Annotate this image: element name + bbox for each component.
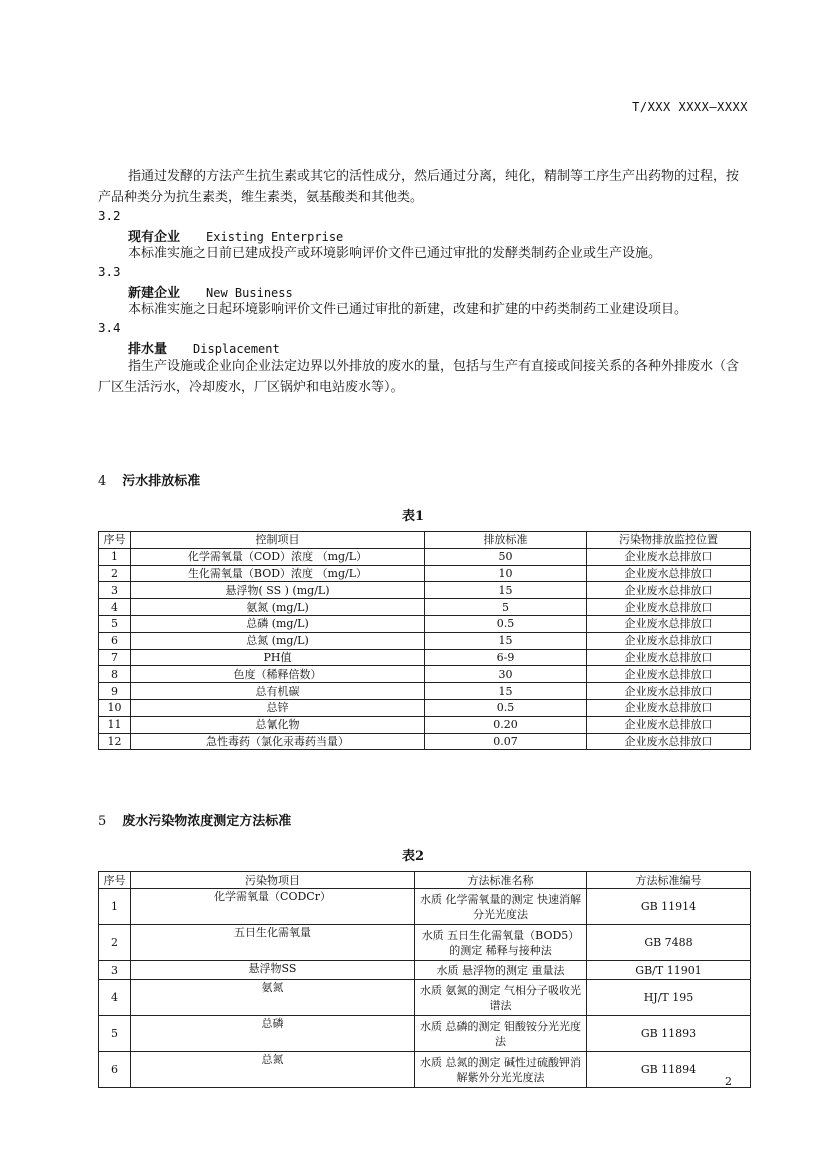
table-cell: GB/T 11901 (587, 961, 751, 980)
table-cell: 50 (425, 548, 587, 565)
section-title: 污水排放标准 (122, 474, 201, 489)
table-row (99, 716, 751, 733)
table-cell: 2 (99, 925, 131, 961)
clause-number: 3.4 (98, 320, 121, 335)
term-definition: 本标准实施之日起环境影响评价文件已通过审批的新建，改建和扩建的中药类制药工业建设项目。 (128, 302, 688, 317)
table-cell: GB 11914 (587, 889, 751, 925)
table-cell: 总磷 (131, 1016, 415, 1052)
table-cell: 0.5 (425, 615, 587, 632)
table-cell: 企业废水总排放口 (587, 548, 751, 565)
column-header: 污染物排放监控位置 (587, 532, 751, 549)
term-zh: 新建企业 (128, 286, 181, 301)
table-cell: 悬浮物SS (131, 961, 415, 980)
table-cell: 5 (99, 615, 131, 632)
table-cell: 30 (425, 666, 587, 683)
term-zh: 现有企业 (128, 230, 181, 245)
table-cell: 水质 五日生化需氧量（BOD5）的测定 稀释与接种法 (415, 925, 587, 961)
term-heading (128, 338, 280, 357)
table-cell: 五日生化需氧量 (131, 925, 415, 961)
document-code: T/XXX XXXX—XXXX (632, 100, 748, 114)
intro-text: 指通过发酵的方法产生抗生素或其它的活性成分，然后通过分离，纯化，精制等工序生产出药物的过程，按产品种类分为抗生素类，维生素类，氨基酸类和其他类。 (98, 169, 740, 205)
table-row (99, 980, 751, 1016)
table-cell: 5 (99, 1016, 131, 1052)
intro-paragraph (98, 166, 750, 208)
table-cell: 总有机碳 (131, 683, 425, 700)
table-cell: 水质 总磷的测定 钼酸铵分光光度法 (415, 1016, 587, 1052)
section-heading (98, 470, 200, 489)
column-header: 控制项目 (131, 532, 425, 549)
table-cell: 4 (99, 599, 131, 616)
table-row (99, 1016, 751, 1052)
clause-number: 3.2 (98, 208, 121, 223)
table-row (99, 889, 751, 925)
table-cell: 化学需氧量（CODCr） (131, 889, 415, 925)
table-cell: 水质 总氮的测定 碱性过硫酸钾消解紫外分光光度法 (415, 1052, 587, 1088)
term-en: Displacement (193, 342, 280, 356)
test-method-table (98, 871, 751, 1088)
table-cell: 总氮 (131, 1052, 415, 1088)
table-cell: 企业废水总排放口 (587, 615, 751, 632)
section-number: 4 (98, 474, 107, 489)
emission-standard-table (98, 531, 751, 750)
table-cell: 11 (99, 716, 131, 733)
table-cell: 12 (99, 733, 131, 750)
table-cell: 1 (99, 548, 131, 565)
table-row (99, 699, 751, 716)
table-cell: 生化需氧量（BOD）浓度 （mg/L） (131, 565, 425, 582)
table-row (99, 632, 751, 649)
table-cell: 6 (99, 632, 131, 649)
table-cell: 企业废水总排放口 (587, 683, 751, 700)
table-cell: 15 (425, 582, 587, 599)
table-cell: 9 (99, 683, 131, 700)
table-cell: 急性毒药（氯化汞毒药当量） (131, 733, 425, 750)
term-definition: 本标准实施之日前已建成投产或环境影响评价文件已通过审批的发酵类制药企业或生产设施。 (128, 246, 662, 261)
term-zh: 排水量 (128, 342, 168, 357)
table-row (99, 733, 751, 750)
table-cell: 企业废水总排放口 (587, 733, 751, 750)
table-cell: 7 (99, 649, 131, 666)
table-row (99, 599, 751, 616)
table-cell: 3 (99, 961, 131, 980)
table-cell: 水质 悬浮物的测定 重量法 (415, 961, 587, 980)
table-row (99, 683, 751, 700)
column-header: 方法标准编号 (587, 872, 751, 889)
column-header: 方法标准名称 (415, 872, 587, 889)
table-caption: 表2 (401, 849, 425, 864)
table-cell: 企业废水总排放口 (587, 666, 751, 683)
table-header-row (99, 532, 751, 549)
section-title: 废水污染物浓度测定方法标准 (122, 814, 292, 829)
term-en: Existing Enterprise (206, 230, 344, 244)
column-header: 排放标准 (425, 532, 587, 549)
table-cell: 化学需氧量（COD）浓度 （mg/L） (131, 548, 425, 565)
table-row (99, 1052, 751, 1088)
section-heading (98, 810, 291, 829)
column-header: 序号 (99, 872, 131, 889)
table-cell: 15 (425, 683, 587, 700)
table-cell: 水质 氨氮的测定 气相分子吸收光谱法 (415, 980, 587, 1016)
table-cell: 总氰化物 (131, 716, 425, 733)
table-cell: 企业废水总排放口 (587, 599, 751, 616)
table-cell: GB 11893 (587, 1016, 751, 1052)
table-cell: 氨氮 (mg/L) (131, 599, 425, 616)
page-number: 2 (725, 1075, 732, 1088)
table-row (99, 925, 751, 961)
term-definition: 指生产设施或企业向企业法定边界以外排放的废水的量，包括与生产有直接或间接关系的各种外排废水（含厂区生活污水，冷却废水，厂区锅炉和电站废水等）。 (98, 359, 740, 395)
table-cell: 4 (99, 980, 131, 1016)
table-cell: 总磷 (mg/L) (131, 615, 425, 632)
table-caption: 表1 (401, 509, 425, 524)
table-cell: PH值 (131, 649, 425, 666)
table-row (99, 961, 751, 980)
table-cell: 水质 化学需氧量的测定 快速消解分光光度法 (415, 889, 587, 925)
table-cell: 15 (425, 632, 587, 649)
table-cell: 企业废水总排放口 (587, 582, 751, 599)
column-header: 污染物项目 (131, 872, 415, 889)
table-cell: 企业废水总排放口 (587, 565, 751, 582)
table-cell: 10 (99, 699, 131, 716)
section-number: 5 (98, 814, 107, 829)
table-cell: 总氮 (mg/L) (131, 632, 425, 649)
table-cell: 氨氮 (131, 980, 415, 1016)
table-cell: 企业废水总排放口 (587, 699, 751, 716)
table-cell: 企业废水总排放口 (587, 649, 751, 666)
table-cell: 企业废水总排放口 (587, 632, 751, 649)
table-cell: 0.07 (425, 733, 587, 750)
table-cell: 悬浮物( SS ) (mg/L) (131, 582, 425, 599)
clause-number: 3.3 (98, 264, 121, 279)
table-row (99, 582, 751, 599)
table-header-row (99, 872, 751, 889)
table-cell: 0.20 (425, 716, 587, 733)
table-row (99, 666, 751, 683)
table-row (99, 565, 751, 582)
table-cell: 8 (99, 666, 131, 683)
table-cell: 6-9 (425, 649, 587, 666)
table-cell: 10 (425, 565, 587, 582)
table-cell: 3 (99, 582, 131, 599)
table-row (99, 649, 751, 666)
table-cell: GB 7488 (587, 925, 751, 961)
table-cell: 5 (425, 599, 587, 616)
table-cell: 企业废水总排放口 (587, 716, 751, 733)
table-row (99, 548, 751, 565)
column-header: 序号 (99, 532, 131, 549)
table-cell: 2 (99, 565, 131, 582)
term-en: New Business (206, 286, 293, 300)
table-cell: 总锌 (131, 699, 425, 716)
table-cell: 色度（稀释倍数） (131, 666, 425, 683)
table-cell: 0.5 (425, 699, 587, 716)
table-cell: 6 (99, 1052, 131, 1088)
table-cell: HJ/T 195 (587, 980, 751, 1016)
table-cell: 1 (99, 889, 131, 925)
table-cell: GB 11894 (587, 1052, 751, 1088)
table-row (99, 615, 751, 632)
